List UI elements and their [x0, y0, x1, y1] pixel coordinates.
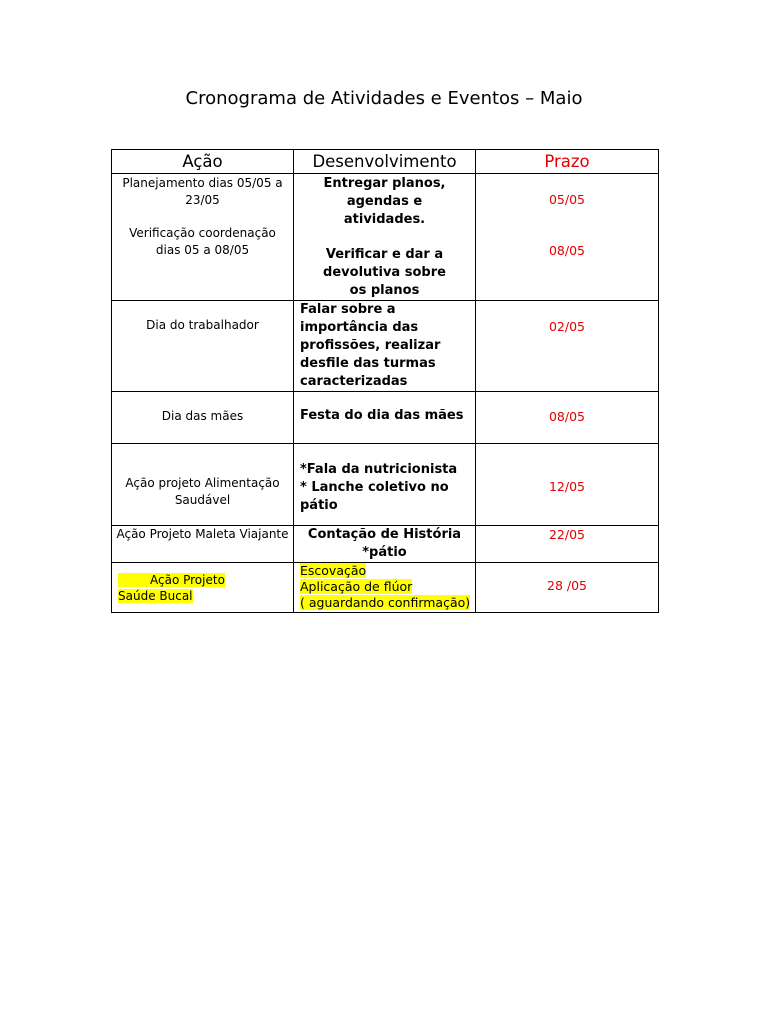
- table-row: [112, 174, 659, 301]
- acao-cell: [112, 444, 294, 526]
- prazo-text: 28 /05: [547, 578, 587, 593]
- table-row: [112, 563, 659, 613]
- prazo-text: 05/05: [548, 192, 586, 207]
- prazo-text: 22/05: [548, 527, 586, 542]
- dev-text: Festa do dia das mães: [300, 408, 464, 423]
- dev-text: Aplicação de flúor: [300, 579, 413, 594]
- prazo-cell: [476, 174, 659, 301]
- prazo-cell: [476, 563, 659, 613]
- table-row: [112, 301, 659, 392]
- acao-highlight-wrap: [112, 572, 293, 604]
- prazo-text: 08/05: [548, 243, 586, 258]
- dev-text: Escovação: [300, 563, 367, 578]
- acao-text: Dia do trabalhador: [146, 318, 259, 332]
- dev-text: * Lanche coletivo no pátio: [300, 480, 449, 513]
- prazo-text: 08/05: [548, 409, 586, 424]
- acao-cell: [112, 526, 294, 563]
- dev-cell: [294, 174, 476, 301]
- dev-cell: [294, 444, 476, 526]
- acao-cell: [112, 174, 294, 301]
- prazo-text: 12/05: [548, 479, 586, 494]
- page-title: Cronograma de Atividades e Eventos – Maio: [185, 88, 583, 109]
- dev-text: Verificar e dar a devolutiva sobre os planos: [323, 247, 446, 298]
- header-prazo: Prazo: [476, 150, 659, 174]
- dev-text: ( aguardando confirmação): [300, 595, 471, 610]
- dev-cell: [294, 301, 476, 392]
- prazo-cell: [476, 301, 659, 392]
- dev-text: Contação de História: [307, 527, 462, 542]
- acao-text: Dia das mães: [161, 409, 244, 423]
- prazo-cell: [476, 526, 659, 563]
- dev-text: Falar sobre a importância das profissões, realizar desfile das turmas caracterizadas: [300, 302, 441, 389]
- header-desenvolvimento: Desenvolvimento: [294, 150, 476, 174]
- dev-text: Entregar planos, agendas e atividades.: [323, 176, 446, 227]
- header-row: [112, 150, 659, 174]
- acao-text: Verificação coordenação dias 05 a 08/05: [129, 226, 276, 257]
- schedule-table: [111, 149, 659, 613]
- prazo-text: 02/05: [548, 319, 586, 334]
- table-row: [112, 392, 659, 444]
- table-row: [112, 444, 659, 526]
- dev-cell: [294, 526, 476, 563]
- acao-text: Ação projeto Alimentação Saudável: [125, 476, 280, 507]
- acao-text: Ação Projeto Saúde Bucal: [118, 572, 225, 603]
- acao-cell: [112, 392, 294, 444]
- acao-cell: [112, 563, 294, 613]
- acao-text: Ação Projeto Maleta Viajante: [116, 527, 289, 541]
- dev-text: *Fala da nutricionista: [300, 462, 458, 477]
- table-row: [112, 526, 659, 563]
- dev-cell: [294, 392, 476, 444]
- prazo-cell: [476, 444, 659, 526]
- dev-text: *pátio: [362, 545, 407, 560]
- header-acao: Ação: [112, 150, 294, 174]
- prazo-cell: [476, 392, 659, 444]
- acao-text: Planejamento dias 05/05 a 23/05: [122, 176, 283, 207]
- dev-cell: [294, 563, 476, 613]
- acao-cell: [112, 301, 294, 392]
